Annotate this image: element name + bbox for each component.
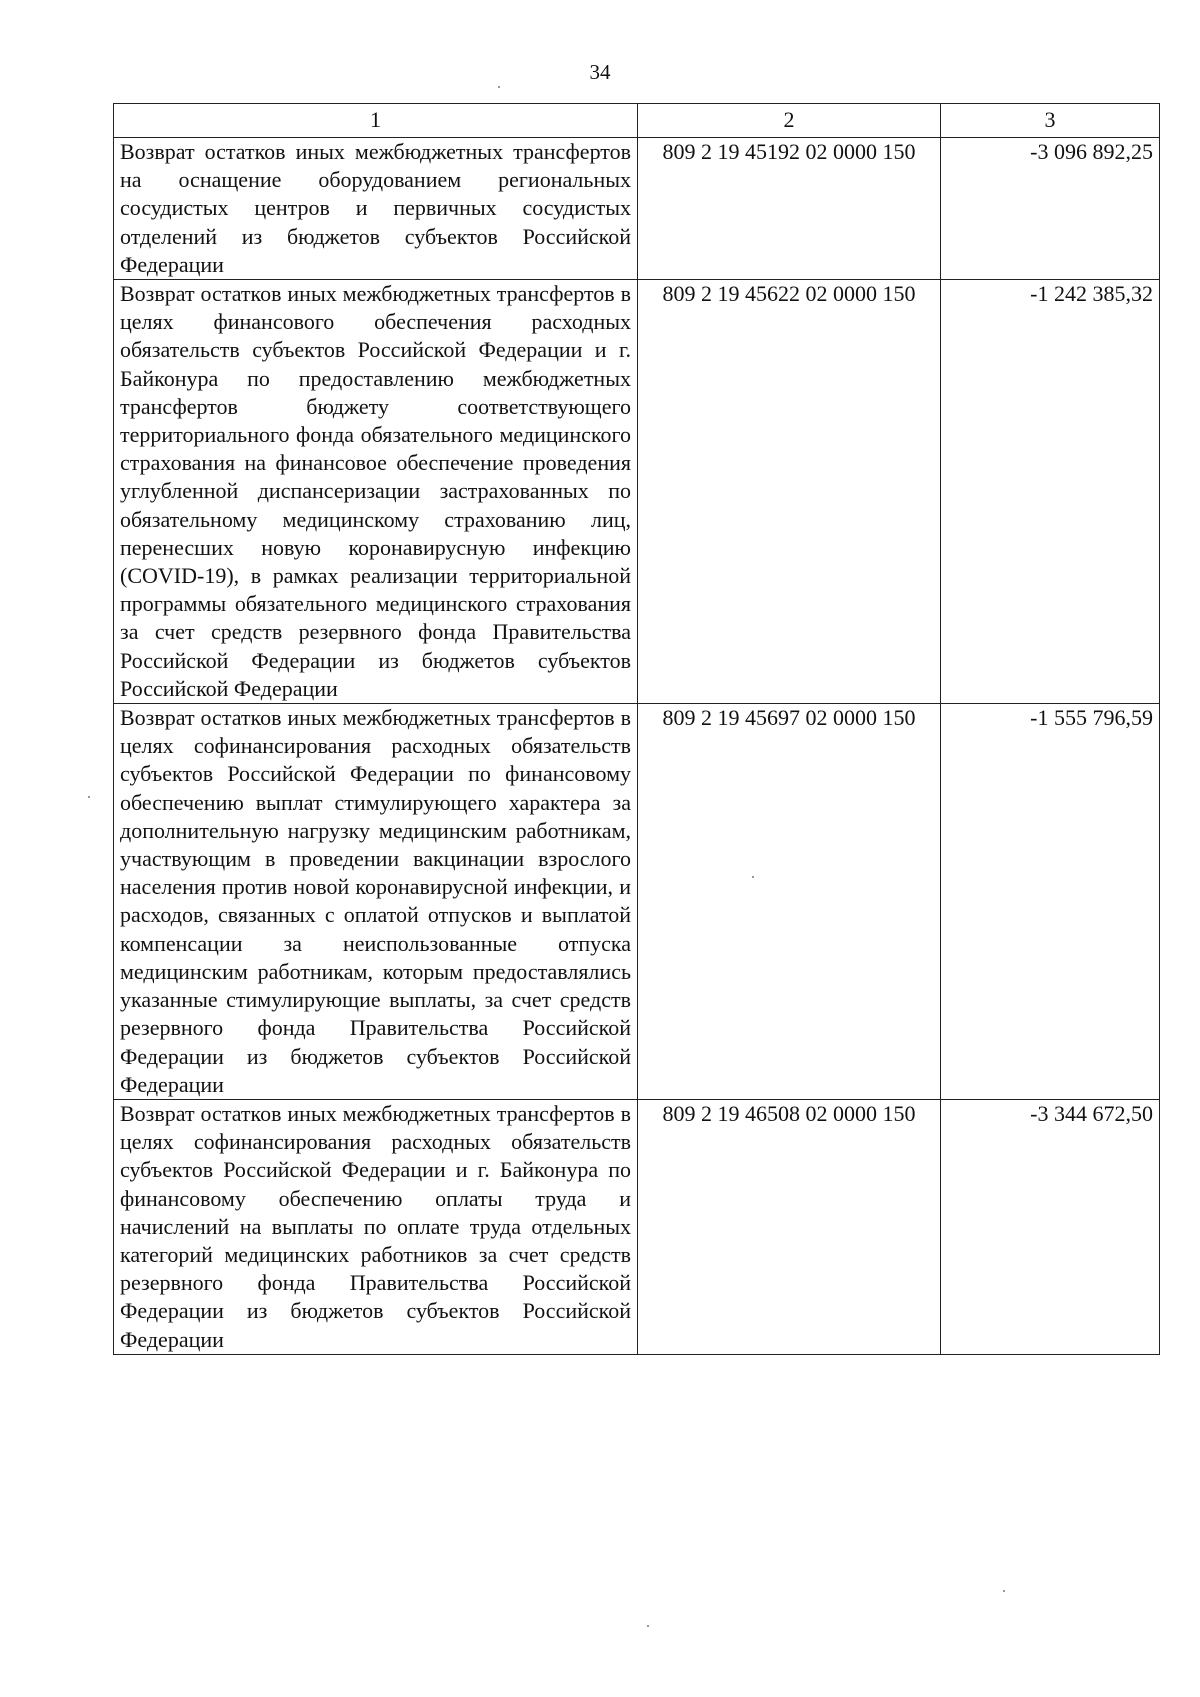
scan-speck xyxy=(647,1625,649,1627)
row-description: Возврат остатков иных межбюджетных трансфертов в целях финансового обеспечения расходных обязательств субъектов Российской Федерации и г. Байконура по предоставлению межбюджетных трансфертов бюджету соответствующего территориального фонда обязательного медицинского страхования на финансовое обеспечение проведения углубленной диспансеризации застрахованных по обязательному медицинскому страхованию лиц, перенесших новую коронавирусную инфекцию (COVID-19), в рамках реализации территориальной программы обязательного медицинского страхования за счет средств резервного фонда Правительства Российской Федерации из бюджетов субъектов Российской Федерации xyxy=(114,280,638,704)
row-amount: -3 096 892,25 xyxy=(941,138,1160,280)
table-row xyxy=(114,704,1160,1100)
scan-speck xyxy=(498,86,500,88)
row-code: 809 2 19 45192 02 0000 150 xyxy=(638,138,941,280)
row-description: Возврат остатков иных межбюджетных трансфертов в целях софинансирования расходных обязательств субъектов Российской Федерации и г. Байконура по финансовому обеспечению оплаты труда и начислений на выплаты по оплате труда отдельных категорий медицинских работников за счет средств резервного фонда Правительства Российской Федерации из бюджетов субъектов Российской Федерации xyxy=(114,1099,638,1354)
header-col-3: 3 xyxy=(941,104,1160,138)
row-description: Возврат остатков иных межбюджетных трансфертов на оснащение оборудованием региональных сосудистых центров и первичных сосудистых отделений из бюджетов субъектов Российской Федерации xyxy=(114,138,638,280)
row-amount: -3 344 672,50 xyxy=(941,1099,1160,1354)
row-amount: -1 242 385,32 xyxy=(941,280,1160,704)
row-code: 809 2 19 45697 02 0000 150 xyxy=(638,704,941,1100)
row-code: 809 2 19 46508 02 0000 150 xyxy=(638,1099,941,1354)
table-row xyxy=(114,280,1160,704)
scan-speck xyxy=(752,876,754,878)
table-row xyxy=(114,138,1160,280)
scan-speck xyxy=(1003,1590,1005,1592)
row-description: Возврат остатков иных межбюджетных трансфертов в целях софинансирования расходных обязательств субъектов Российской Федерации по финансовому обеспечению выплат стимулирующего характера за дополнительную нагрузку медицинским работникам, участвующим в проведении вакцинации взрослого населения против новой коронавирусной инфекции, и расходов, связанных с оплатой отпусков и выплатой компенсации за неиспользованные отпуска медицинским работникам, которым предоставлялись указанные стимулирующие выплаты, за счет средств резервного фонда Правительства Российской Федерации из бюджетов субъектов Российской Федерации xyxy=(114,704,638,1100)
scan-speck xyxy=(88,796,90,798)
header-col-1: 1 xyxy=(114,104,638,138)
budget-table xyxy=(113,103,1160,1355)
table-row xyxy=(114,1099,1160,1354)
header-col-2: 2 xyxy=(638,104,941,138)
page-number: 34 xyxy=(589,60,611,84)
row-code: 809 2 19 45622 02 0000 150 xyxy=(638,280,941,704)
header-row xyxy=(114,104,1160,138)
row-amount: -1 555 796,59 xyxy=(941,704,1160,1100)
